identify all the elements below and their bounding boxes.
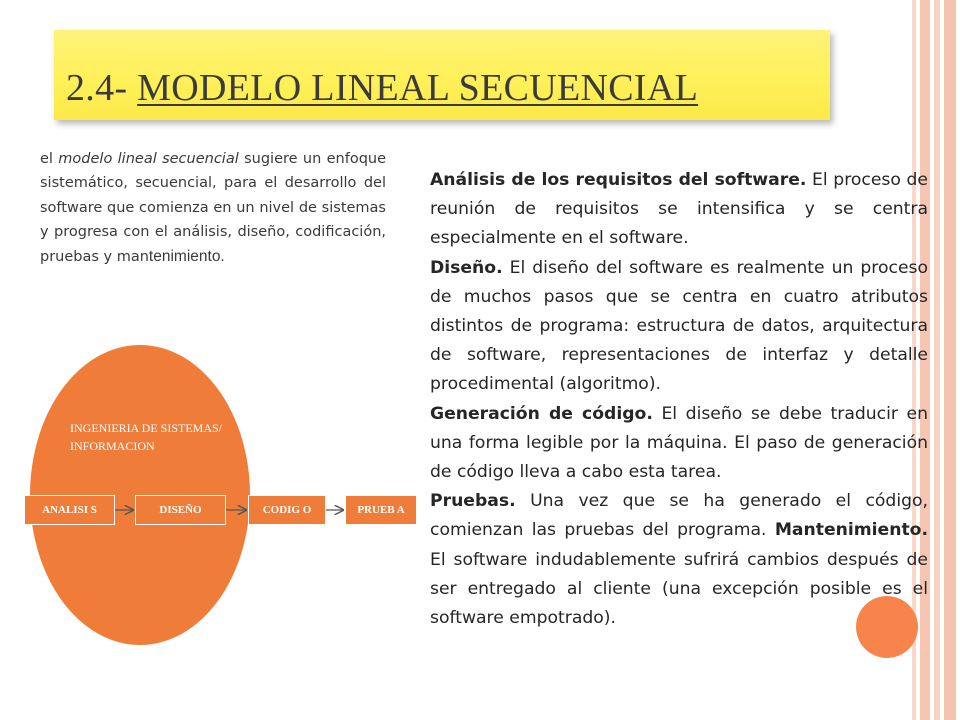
section-heading: Generación de código. bbox=[430, 403, 653, 424]
section-body: El proceso de reunión de requisitos se intensifica y se centra especialmente en el software. bbox=[430, 170, 928, 249]
circle-label: INGENIERIA DE SISTEMAS/ INFORMACION bbox=[70, 421, 222, 453]
section-heading: Diseño. bbox=[430, 257, 503, 278]
intro-prefix: el bbox=[40, 151, 59, 167]
section-heading: Análisis de los requisitos del software. bbox=[430, 170, 807, 190]
title-text: MODELO LINEAL SECUENCIAL bbox=[137, 67, 699, 109]
intro-tail: tenimiento. bbox=[148, 247, 225, 265]
section-body: El software indudablemente sufrirá cambios después de ser entregado al cliente (una excepción posible es el software empotrado). bbox=[430, 549, 928, 629]
box-codigo: CODIG O bbox=[248, 495, 326, 525]
main-text bbox=[430, 166, 928, 633]
section-heading: Pruebas. bbox=[430, 491, 516, 512]
box-analisis: ANALISI S bbox=[24, 495, 115, 525]
intro-italic: modelo lineal secuencial bbox=[58, 151, 239, 167]
section-body: Una vez que se ha generado el código, comienzan las pruebas del programa. bbox=[430, 491, 928, 541]
section-body: El diseño del software es realmente un proceso de muchos pasos que se centra en cuatro atributos distintos de programa: estructura de datos, arquitectura de software, representaciones de interfaz y detalle procedimental (algoritmo). bbox=[430, 257, 928, 395]
section-heading: Mantenimiento. bbox=[774, 520, 928, 541]
title-number: 2.4- bbox=[66, 67, 128, 109]
section-body: El diseño se debe traducir en una forma legible por la máquina. El paso de generación de código lleva a cabo esta tarea. bbox=[430, 403, 928, 483]
box-diseno: DISEÑO bbox=[135, 495, 226, 525]
box-prueba: PRUEB A bbox=[345, 495, 417, 525]
intro-rest: sugiere un enfoque sistemático, secuencial, para el desarrollo del software que comienza en un nivel de sistemas y progresa con el análisis, diseño, codificación, pruebas y man bbox=[40, 151, 387, 265]
